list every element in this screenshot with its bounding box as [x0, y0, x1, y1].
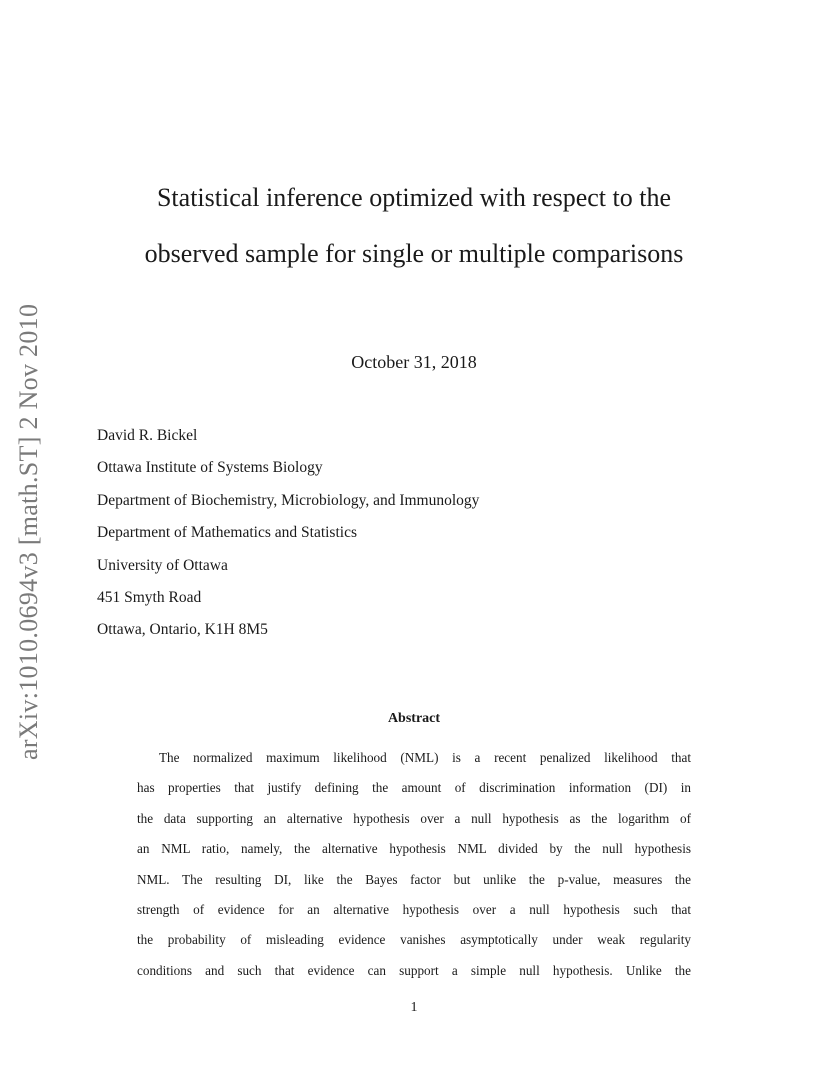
title-line-1: Statistical inference optimized with respect to the [156, 183, 672, 212]
abstract-line: the data supporting an alternative hypothesis over a null hypothesis as the logarithm of [137, 810, 691, 826]
author-affiliation [97, 425, 479, 652]
affiliation-line: Department of Biochemistry, Microbiology, and Immunology [97, 491, 480, 509]
abstract-line: has properties that justify defining the amount of discrimination information (DI) in [137, 780, 691, 796]
title-line-2: observed sample for single or multiple comparisons [144, 239, 684, 268]
page-number: 1 [410, 1000, 418, 1015]
affiliation-line: Ottawa, Ontario, K1H 8M5 [97, 621, 268, 639]
abstract-heading: Abstract [387, 711, 441, 726]
abstract-line: conditions and such that evidence can support a simple null hypothesis. Unlike the [137, 962, 691, 978]
paper-date: October 31, 2018 [351, 352, 477, 372]
abstract-line: The normalized maximum likelihood (NML) is a recent penalized likelihood that [159, 750, 691, 765]
abstract-line: an NML ratio, namely, the alternative hypothesis NML divided by the null hypothesis [137, 841, 691, 857]
abstract-line: strength of evidence for an alternative hypothesis over a null hypothesis such that [137, 901, 691, 917]
affiliation-line: Department of Mathematics and Statistics [97, 524, 357, 542]
arxiv-identifier-stamp: arXiv:1010.0694v3 [math.ST] 2 Nov 2010 [14, 303, 43, 760]
author-name: David R. Bickel [97, 427, 198, 444]
abstract-body [137, 746, 691, 989]
affiliation-line: 451 Smyth Road [97, 588, 202, 606]
affiliation-line: Ottawa Institute of Systems Biology [97, 459, 323, 477]
abstract-line: NML. The resulting DI, like the Bayes factor but unlike the p-value, measures the [137, 871, 691, 887]
affiliation-line: University of Ottawa [97, 556, 228, 574]
abstract-line: the probability of misleading evidence vanishes asymptotically under weak regularity [137, 932, 691, 948]
paper-title [0, 170, 828, 282]
